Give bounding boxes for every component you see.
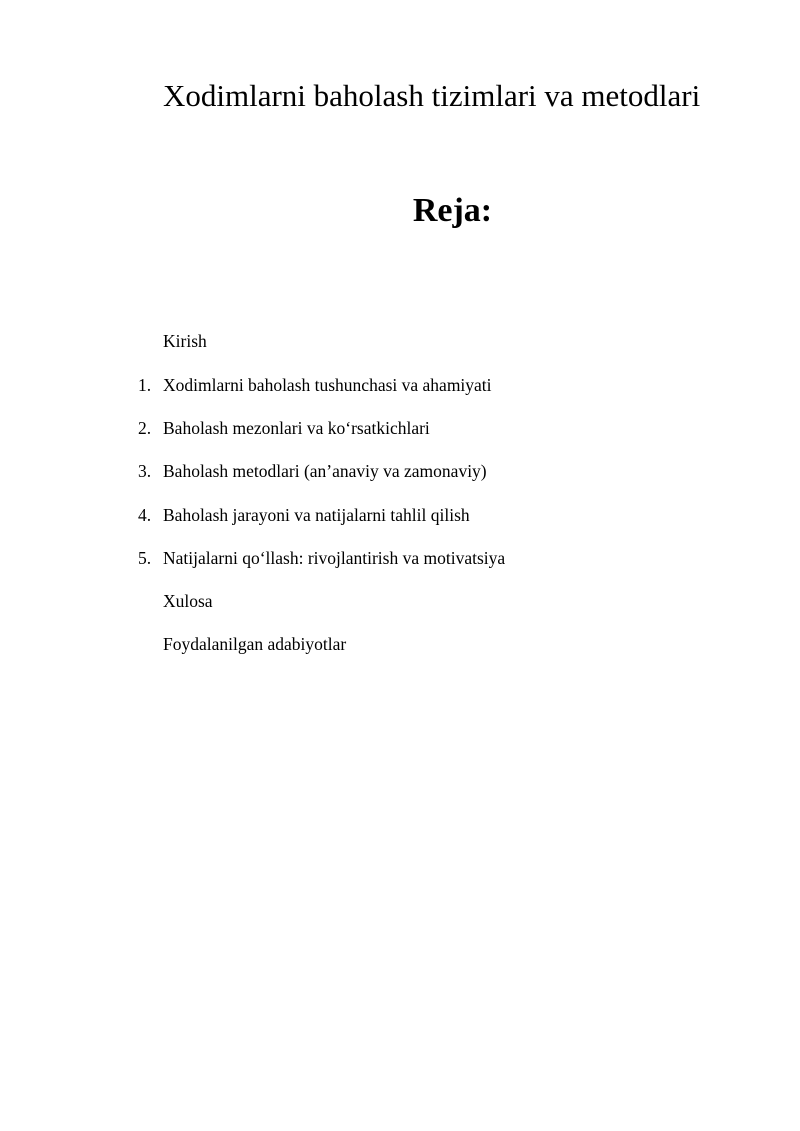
plan-item-text: Baholash jarayoni va natijalarni tahlil qilish (163, 505, 470, 525)
plan-conclusion: Xulosa (163, 591, 213, 611)
plan-item-number: 3. (138, 461, 152, 481)
plan-item-number: 1. (138, 375, 152, 395)
plan-item-number: 2. (138, 418, 152, 438)
document-title: Xodimlarni baholash tizimlari va metodlari (163, 78, 701, 113)
plan-item-number: 5. (138, 548, 152, 568)
plan-item-text: Xodimlarni baholash tushunchasi va ahamiyati (163, 375, 492, 395)
plan-item-text: Baholash mezonlari va ko‘rsatkichlari (163, 418, 430, 438)
plan-heading: Reja: (412, 192, 493, 229)
plan-item-text: Natijalarni qo‘llash: rivojlantirish va motivatsiya (163, 548, 506, 568)
plan-references: Foydalanilgan adabiyotlar (163, 634, 347, 654)
plan-item-text: Baholash metodlari (an’anaviy va zamonaviy) (163, 461, 487, 481)
plan-intro: Kirish (163, 331, 207, 351)
plan-item-number: 4. (138, 505, 152, 525)
